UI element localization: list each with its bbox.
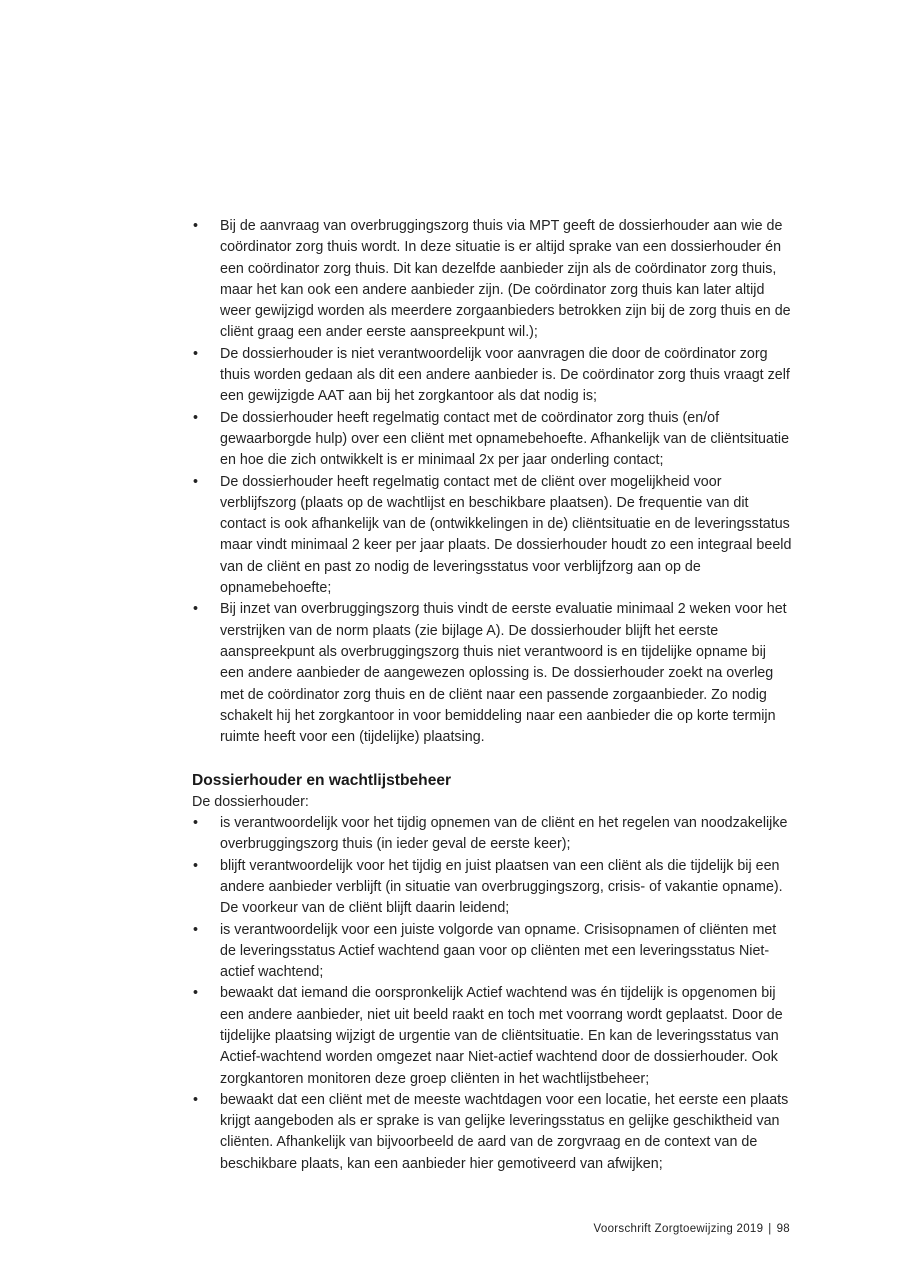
list-item: • bewaakt dat iemand die oorspronkelijk Actief wachtend was én tijdelijk is opgenomen bij een andere aanbieder, niet uit beeld raakt en toch met voorrang wordt geplaatst. Door de tijdelijke plaatsing wijzigt de urgentie van de cliëntsituatie. En kan de leveringsstatus van Actief-wachtend worden omgezet naar Niet-actief wachtend door de dossierhouder. Ook zorgkantoren monitoren deze groep cliënten in het wachtlijstbeheer; <box>220 983 792 1089</box>
section-heading: Dossierhouder en wachtlijstbeheer <box>192 772 452 790</box>
list-item: • blijft verantwoordelijk voor het tijdig en juist plaatsen van een cliënt als die tijdelijk bij een andere aanbieder verblijft (in situatie van overbruggingszorg, crisis- of vakantie opname). De voorkeur van de cliënt blijft daarin leidend; <box>220 856 792 920</box>
page-content <box>192 216 792 1175</box>
footer-page-number: 98 <box>776 1223 790 1235</box>
list-item: • De dossierhouder heeft regelmatig contact met de coördinator zorg thuis (en/of gewaarborgde hulp) over een cliënt met opnamebehoefte. Afhankelijk van de cliëntsituatie en hoe die zich ontwikkelt is er minimaal 2x per jaar onderling contact; <box>220 408 792 472</box>
list-item: • bewaakt dat een cliënt met de meeste wachtdagen voor een locatie, het eerste een plaats krijgt aangeboden als er sprake is van gelijke leveringsstatus en gelijke geschiktheid van cliënten. Afhankelijk van bijvoorbeeld de aard van de zorgvraag en de context van de beschikbare plaats, kan een aanbieder hier gemotiveerd van afwijken; <box>220 1090 792 1175</box>
list-item: • Bij inzet van overbruggingszorg thuis vindt de eerste evaluatie minimaal 2 weken voor het verstrijken van de norm plaats (zie bijlage A). De dossierhouder blijft het eerste aanspreekpunt als overbruggingszorg thuis niet verantwoord is en tijdelijke opname bij een andere aanbieder de aangewezen oplossing is. De dossierhouder zoekt na overleg met de coördinator zorg thuis en de cliënt naar een passende zorgaanbieder. Zo nodig schakelt hij het zorgkantoor in voor bemiddeling naar een aanbieder die op korte termijn ruimte heeft voor een (tijdelijke) plaatsing. <box>220 599 792 748</box>
page-footer <box>594 1222 790 1236</box>
list-item: • is verantwoordelijk voor het tijdig opnemen van de cliënt en het regelen van noodzakelijke overbruggingszorg thuis (in ieder geval de eerste keer); <box>220 813 792 856</box>
footer-separator: | <box>768 1223 772 1235</box>
list-item: • is verantwoordelijk voor een juiste volgorde van opname. Crisisopnamen of cliënten met de leveringsstatus Actief wachtend gaan voor op cliënten met een leveringsstatus Niet-actief wachtend; <box>220 920 792 984</box>
section-intro: De dossierhouder: <box>192 793 309 810</box>
bullet-list-dossierhouder-taken <box>192 216 792 748</box>
bullet-list-wachtlijstbeheer <box>192 813 792 1175</box>
footer-document-title: Voorschrift Zorgtoewijzing 2019 <box>593 1223 764 1235</box>
list-item: • De dossierhouder is niet verantwoordelijk voor aanvragen die door de coördinator zorg thuis worden gedaan als dit een andere aanbieder is. De coördinator zorg thuis vraagt zelf een gewijzigde AAT aan bij het zorgkantoor als dat nodig is; <box>220 344 792 408</box>
list-item: • De dossierhouder heeft regelmatig contact met de cliënt over mogelijkheid voor verblijfszorg (plaats op de wachtlijst en beschikbare plaatsen). De frequentie van dit contact is ook afhankelijk van de (ontwikkelingen in de) cliëntsituatie en de leveringsstatus maar vindt minimaal 2 keer per jaar plaats. De dossierhouder houdt zo een integraal beeld van de cliënt en past zo nodig de leveringsstatus voor verblijfzorg aan op de opnamebehoefte; <box>220 472 792 600</box>
list-item: • Bij de aanvraag van overbruggingszorg thuis via MPT geeft de dossierhouder aan wie de coördinator zorg thuis wordt. In deze situatie is er altijd sprake van een dossierhouder én een coördinator zorg thuis. Dit kan dezelfde aanbieder zijn als de coördinator zorg thuis, maar het kan ook een andere aanbieder zijn. (De coördinator zorg thuis kan later altijd weer gewijzigd worden als meerdere zorgaanbieders betrokken zijn bij de zorg thuis en de cliënt graag een ander eerste aanspreekpunt wil.); <box>220 216 792 344</box>
